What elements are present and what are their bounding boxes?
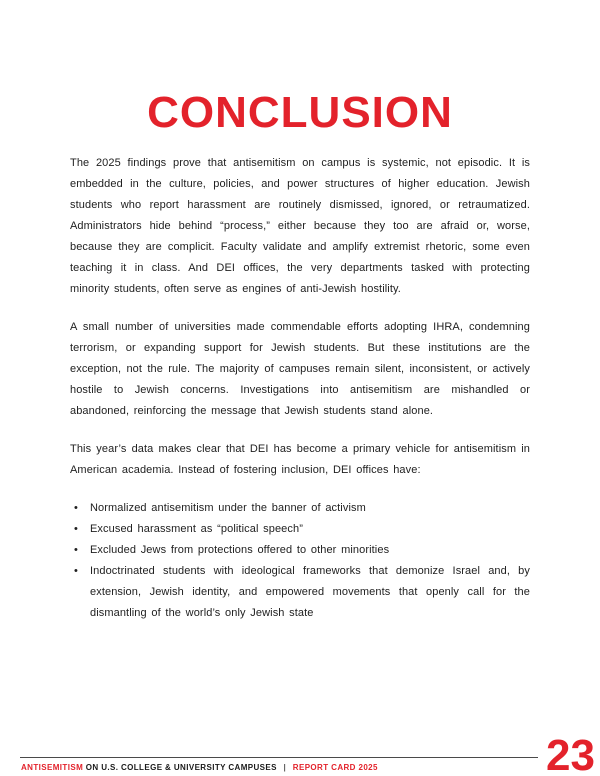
bullet-item: • Excluded Jews from protections offered to other minorities — [70, 540, 530, 561]
paragraph: A small number of universities made commendable efforts adopting IHRA, condemning terrorism, or expanding support for Jewish students. But these institutions are the exception, not the rule. The majority of campuses remain silent, inconsistent, or actively hostile to Jewish concerns. Investigations into antisemitism are mishandled or abandoned, reinforcing the message that Jewish students stand alone. — [70, 321, 530, 417]
page-title: CONCLUSION — [147, 88, 453, 138]
footer-report-label: REPORT CARD 2025 — [292, 763, 378, 772]
bullet-item: • Indoctrinated students with ideological frameworks that demonize Israel and, by extension, Jewish identity, and empowered movements that openly call for the dismantling of the world’s only Jewish state — [70, 561, 530, 624]
paragraph: The 2025 findings prove that antisemitism on campus is systemic, not episodic. It is embedded in the culture, policies, and power structures of higher education. Jewish students who report harassment are routinely dismissed, ignored, or retraumatized. Administrators hide behind “process,” either because they too are afraid or, worse, because they are complicit. Faculty validate and amplify extremist rhetoric, some even teaching it in class. And DEI offices, the very departments tasked with protecting minority students, often serve as engines of anti-Jewish hostility. — [70, 157, 530, 295]
footer-brand-red: ANTISEMITISM — [21, 763, 84, 772]
body-content — [70, 153, 530, 624]
bullet-item: • Normalized antisemitism under the banner of activism — [70, 498, 530, 519]
footer-brand-black: ON U.S. COLLEGE & UNIVERSITY CAMPUSES — [85, 763, 277, 772]
bullet-list — [70, 498, 530, 624]
page-number: 23 — [546, 731, 595, 776]
footer-separator: | — [283, 763, 287, 772]
footer-rule — [20, 757, 538, 758]
bullet-item: • Excused harassment as “political speech” — [70, 519, 530, 540]
footer — [21, 763, 378, 772]
paragraph: This year’s data makes clear that DEI has become a primary vehicle for antisemitism in American academia. Instead of fostering inclusion, DEI offices have: — [70, 443, 530, 476]
